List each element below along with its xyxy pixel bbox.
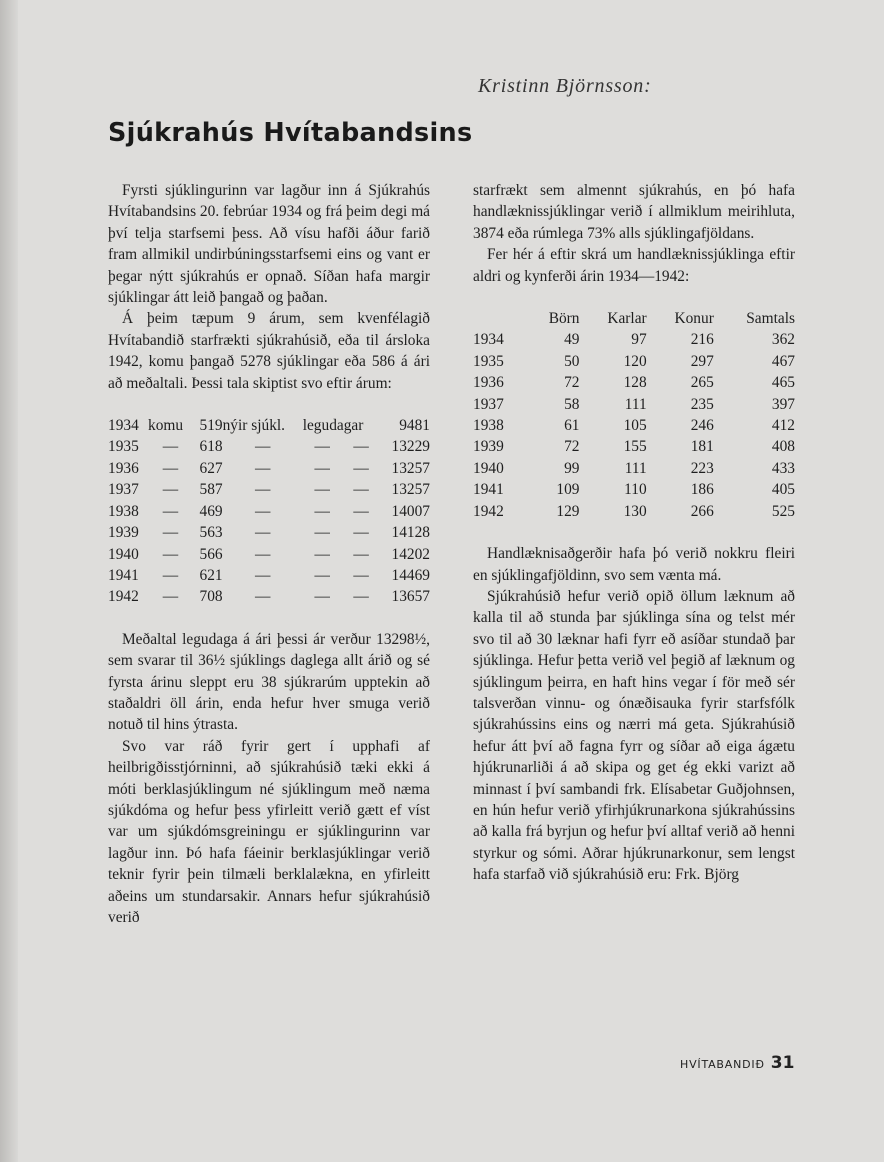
table-row xyxy=(473,501,795,522)
admissions-table xyxy=(108,415,430,608)
table-cell: 99 xyxy=(564,459,580,477)
table-cell: 297 xyxy=(690,352,714,370)
table-cell: 109 xyxy=(556,481,580,499)
table-cell: 13257 xyxy=(391,459,430,477)
table-cell: 621 xyxy=(199,566,223,584)
table-cell: 1939 xyxy=(473,438,504,456)
table-cell: — xyxy=(162,588,179,606)
table-cell: 1940 xyxy=(473,459,504,477)
table-cell: 1938 xyxy=(473,417,504,435)
table-row xyxy=(473,436,795,457)
magazine-name: HVÍTABANDIÐ xyxy=(680,1058,765,1071)
table-cell: — xyxy=(353,481,369,499)
paragraph: Handlæknisaðgerðir hafa þó verið nokkru fleiri en sjúklingafjöldinn, svo sem vænta má. xyxy=(473,545,795,584)
table-cell: — xyxy=(254,566,271,584)
table-row xyxy=(108,479,430,500)
table-cell: — xyxy=(162,502,179,520)
table-cell: 235 xyxy=(690,395,714,413)
table-cell: 186 xyxy=(690,481,714,499)
table-cell: 14202 xyxy=(391,545,430,563)
table-header-cell: Karlar xyxy=(607,310,647,328)
table-cell: legudagar xyxy=(302,417,364,435)
table-cell: 1938 xyxy=(108,502,139,520)
table-cell: 110 xyxy=(624,481,647,499)
table-cell: — xyxy=(254,588,271,606)
table-cell: 397 xyxy=(771,395,795,413)
table-cell: — xyxy=(353,566,369,584)
table-cell: 266 xyxy=(690,502,714,520)
book-spine-shadow xyxy=(0,0,18,1162)
table-row xyxy=(108,522,430,543)
table-cell: 14007 xyxy=(391,502,430,520)
table-cell: 97 xyxy=(631,331,647,349)
table-cell: 120 xyxy=(623,352,647,370)
table-cell: 13229 xyxy=(391,438,430,456)
table-row xyxy=(473,351,795,372)
table-cell: — xyxy=(314,588,330,606)
table-cell: 14469 xyxy=(391,566,430,584)
table-cell: 223 xyxy=(690,459,714,477)
table-cell: 563 xyxy=(199,524,223,542)
table-cell: 155 xyxy=(623,438,647,456)
table-cell: 181 xyxy=(690,438,714,456)
table-cell: 49 xyxy=(564,331,580,349)
table-cell: 111 xyxy=(624,395,647,413)
table-cell: 587 xyxy=(199,481,223,499)
table-cell: 433 xyxy=(771,459,795,477)
table-cell: 1942 xyxy=(473,502,504,520)
table-cell: — xyxy=(353,524,369,542)
table-cell: 408 xyxy=(771,438,795,456)
table-cell: — xyxy=(353,502,369,520)
page-number: 31 xyxy=(770,1053,795,1073)
right-column xyxy=(473,180,795,886)
table-row xyxy=(473,372,795,393)
table-row xyxy=(108,501,430,522)
table-cell: 1937 xyxy=(108,481,139,499)
table-cell: 216 xyxy=(690,331,714,349)
page-footer xyxy=(680,1053,794,1073)
table-row xyxy=(473,458,795,479)
table-cell: — xyxy=(162,566,179,584)
table-cell: 618 xyxy=(199,438,223,456)
table-cell: 1941 xyxy=(473,481,504,499)
table-cell: — xyxy=(254,502,271,520)
table-row xyxy=(473,415,795,436)
table-cell: 129 xyxy=(556,502,580,520)
table-cell: — xyxy=(314,524,330,542)
paragraph: Svo var ráð fyrir gert í upphafi af heilbrigðisstjórninni, að sjúkrahúsið tæki ekki á móti berklasjúklingum né sjúklingum með næma sjúkdóma og hefur þess yfirleitt verið gætt ef víst var um sjúkdómsgreiningu er sjúklingurinn var lagður inn. Þó hafa fáeinir berklasjúklingar verið teknir fyrir þein tilmæli berklalækna, en yfirleitt aðeins um stundarsakir. Annars hefur sjúkrahúsið verið xyxy=(108,737,430,926)
table-cell: — xyxy=(353,438,369,456)
table-cell: 627 xyxy=(199,459,223,477)
table-cell: — xyxy=(314,545,330,563)
table-cell: — xyxy=(314,502,330,520)
table-cell: 405 xyxy=(771,481,795,499)
table-cell: 61 xyxy=(564,417,580,435)
table-cell: — xyxy=(353,545,369,563)
table-row xyxy=(108,544,430,565)
table-cell: — xyxy=(353,588,369,606)
table-header-row xyxy=(473,308,795,329)
table-cell: 130 xyxy=(623,502,647,520)
table-cell: 265 xyxy=(690,374,714,392)
paragraph: starfrækt sem almennt sjúkrahús, en þó hafa handlæknissjúklingar verið í allmiklum meirihluta, 3874 eða rúmlega 73% alls sjúklingafjöldans. xyxy=(473,182,795,242)
table-cell: nýir sjúkl. xyxy=(222,417,286,435)
table-cell: 465 xyxy=(771,374,795,392)
table-cell: — xyxy=(162,438,179,456)
table-cell: 412 xyxy=(771,417,795,435)
table-row xyxy=(108,458,430,479)
table-cell: 525 xyxy=(771,502,795,520)
table-cell: 519 xyxy=(199,417,223,435)
table-cell: 1942 xyxy=(108,588,139,606)
table-cell: — xyxy=(254,459,271,477)
table-cell: 9481 xyxy=(399,417,430,435)
table-header-cell: Samtals xyxy=(746,310,795,328)
table-header-cell xyxy=(473,308,525,329)
table-row xyxy=(108,415,430,436)
table-cell: 1934 xyxy=(473,331,504,349)
table-cell: — xyxy=(314,459,330,477)
table-row xyxy=(473,479,795,500)
table-cell: 1937 xyxy=(473,395,504,413)
table-cell: 111 xyxy=(624,459,647,477)
table-cell: — xyxy=(254,481,271,499)
table-cell: 105 xyxy=(623,417,647,435)
table-cell: 467 xyxy=(771,352,795,370)
article-title: Sjúkrahús Hvítabandsins xyxy=(108,118,473,148)
paragraph: Meðaltal legudaga á ári þessi ár verður 13298½, sem svarar til 36½ sjúklings daglega allt árið og sé fyrsta árinu sleppt eru 38 sjúkrarúm upptekin að staðaldri öll árin, enda hefur hver smuga verið notuð til hins ýtrasta. xyxy=(108,630,430,734)
table-cell: 72 xyxy=(564,438,580,456)
table-cell: — xyxy=(254,438,271,456)
table-row xyxy=(108,586,430,607)
table-cell: 13657 xyxy=(391,588,430,606)
table-cell: 708 xyxy=(199,588,223,606)
table-row xyxy=(108,436,430,457)
table-cell: 13257 xyxy=(391,481,430,499)
table-cell: 1941 xyxy=(108,566,139,584)
table-cell: — xyxy=(314,481,330,499)
table-cell: 58 xyxy=(564,395,580,413)
table-cell: 1935 xyxy=(473,352,504,370)
author-name: Kristinn Björnsson: xyxy=(478,75,652,97)
table-header-cell: Börn xyxy=(548,310,580,328)
paragraph: Sjúkrahúsið hefur verið opið öllum læknum að kalla til að stunda þar sjúklinga sína og telst mér svo til að 30 læknar hafi fyrr eð asíðar stundað þar sjúklinga. Hefur þetta verið vel þegið af læknum og sjúklingum þeirra, en haft hins vegar í för með sér talsverðan vinnu- og ónæðisauka fyrir starfsfólk sjúkrahússins eins og nærri má geta. Sjúkrahúsið hefur átt því að fagna fyrr og síðar að eiga ágætu hjúkrunarliði á að skipa og get ég ekki varizt að minnast í því sambandi frk. Elísabetar Guðjohnsen, en hún hefur verið yfirhjúkrunarkona sjúkrahússins að kalla frá byrjun og hefur því alltaf verið að henni styrkur og sómi. Aðrar hjúkrunarkonur, sem lengst hafa starfað við sjúkrahúsið eru: Frk. Björg xyxy=(473,587,795,884)
table-cell: — xyxy=(314,566,330,584)
table-row xyxy=(473,329,795,350)
table-cell: — xyxy=(162,545,179,563)
paragraph: Fyrsti sjúklingurinn var lagður inn á Sjúkrahús Hvítabandsins 20. febrúar 1934 og frá þeim degi má því telja starfsemi þess. Að vísu hafði áður farið fram allmikil undirbúningsstarfsemi eins og vant er þegar nýtt sjúkrahús er opnað. Síðan hafa margir sjúklingar átt leið þangað og þaðan. xyxy=(108,182,430,307)
table-cell: — xyxy=(162,524,179,542)
table-cell: komu xyxy=(148,417,184,435)
table-cell: 1935 xyxy=(108,438,139,456)
table-cell: — xyxy=(314,438,330,456)
table-cell: 469 xyxy=(199,502,223,520)
table-cell: 1936 xyxy=(473,374,504,392)
table-cell: 72 xyxy=(564,374,580,392)
table-cell: — xyxy=(162,459,179,477)
table-cell: 566 xyxy=(199,545,223,563)
table-cell: 1939 xyxy=(108,524,139,542)
table-cell: — xyxy=(254,545,271,563)
paragraph: Fer hér á eftir skrá um handlæknissjúklinga eftir aldri og kynferði árin 1934—1942: xyxy=(473,246,795,285)
table-row xyxy=(473,394,795,415)
table-cell: — xyxy=(254,524,271,542)
table-cell: 50 xyxy=(564,352,580,370)
table-header-cell: Konur xyxy=(674,310,714,328)
table-cell: 1940 xyxy=(108,545,139,563)
table-row xyxy=(108,565,430,586)
paragraph: Á þeim tæpum 9 árum, sem kvenfélagið Hvítabandið starfrækti sjúkrahúsið, eða til ársloka 1942, komu þangað 5278 sjúklingar eða 586 á ári að meðaltali. Þessi tala skiptist svo eftir árum: xyxy=(108,310,430,392)
table-cell: 128 xyxy=(623,374,647,392)
age-sex-table xyxy=(473,308,795,522)
table-cell: 362 xyxy=(771,331,795,349)
table-cell: 1934 xyxy=(108,417,139,435)
table-cell: 246 xyxy=(690,417,714,435)
table-cell: — xyxy=(353,459,369,477)
table-cell: 1936 xyxy=(108,459,139,477)
table-cell: — xyxy=(162,481,179,499)
table-cell: 14128 xyxy=(391,524,430,542)
left-column xyxy=(108,180,430,928)
